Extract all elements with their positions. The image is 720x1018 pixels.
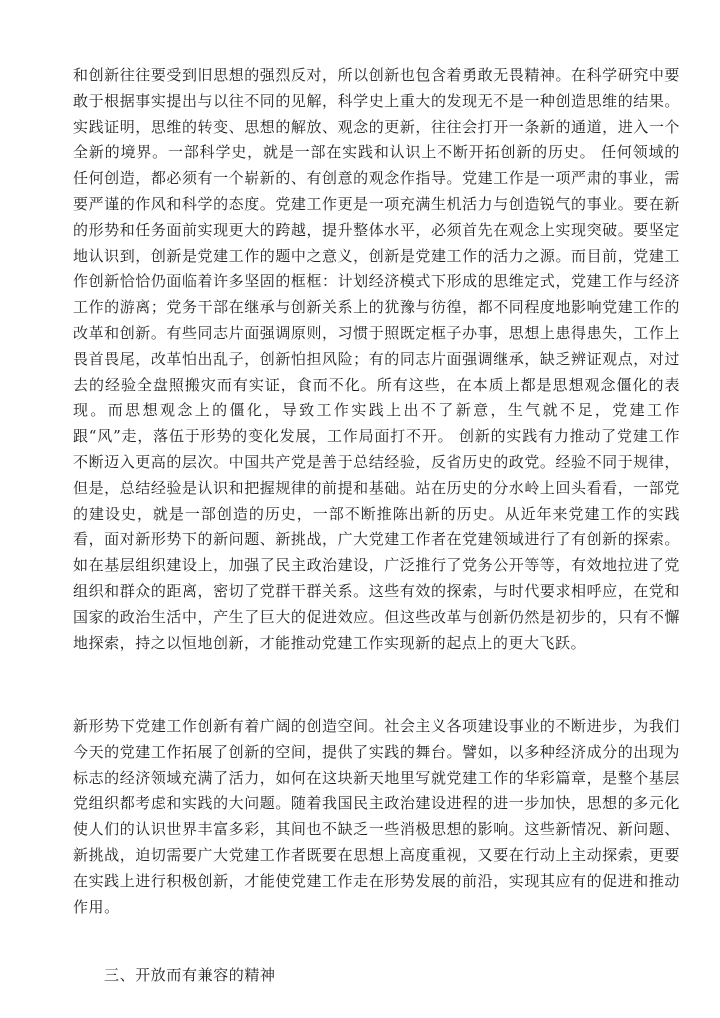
section-heading: 三、开放而有兼容的精神 — [104, 966, 276, 984]
body-paragraph-1: 和创新往往要受到旧思想的强烈反对，所以创新也包含着勇敢无畏精神。在科学研究中要敢于根据事实提出与以往不同的见解，科学史上重大的发现无不是一种创造思维的结果。实践证明，思维的转变、思想的解放、观念的更新，往往会打开一条新的通道，进入一个全新的境界。一部科学史，就是一部在实践和认识上不断开拓创新的历史。 任何领域的任何创造，都必须有一个崭新的、有创意的观念作指导。党建工作是一项严肃的事业，需要严谨的作风和科学的态度。党建工作更是一项充满生机活力与创造锐气的事业。要在新的形势和任务面前实现更大的跨越，提升整体水平，必须首先在观念上实现突破。要坚定地认识到，创新是党建工作的题中之意义，创新是党建工作的活力之源。而目前，党建工作创新恰恰仍面临着许多坚固的框框：计划经济模式下形成的思维定式，党建工作与经济工作的游离；党务干部在继承与创新关系上的犹豫与彷徨，都不同程度地影响党建工作的改革和创新。有些同志片面强调原则，习惯于照既定框子办事，思想上患得患失，工作上畏首畏尾，改革怕出乱子，创新怕担风险；有的同志片面强调继承，缺乏辨证观点，对过去的经验全盘照搬灾而有实证，食而不化。所有这些，在本质上都是思想观念僵化的表现。而思想观念上的僵化，导致工作实践上出不了新意，生气就不足，党建工作跟“风”走，落伍于形势的变化发展，工作局面打不开。 创新的实践有力推动了党建工作不断迈入更高的层次。中国共产党是善于总结经验，反省历史的政党。经验不同于规律，但是，总结经验是认识和把握规律的前提和基础。站在历史的分水岭上回头看看，一部党的建设史，就是一部创造的历史，一部不断推陈出新的历史。从近年来党建工作的实践看，面对新形势下的新问题、新挑战，广大党建工作者在党建领域进行了有创新的探索。如在基层组织建设上，加强了民主政治建设，广泛推行了党务公开等等，有效地拉进了党组织和群众的距离，密切了党群干群关系。这些有效的探索，与时代要求相呼应，在党和国家的政治生活中，产生了巨大的促进效应。但这些改革与创新仍然是初步的，只有不懈地探索，持之以恒地创新，才能推动党建工作实现新的起点上的更大飞跃。 — [73, 66, 680, 652]
body-paragraph-2: 新形势下党建工作创新有着广阔的创造空间。社会主义各项建设事业的不断进步，为我们今天的党建工作拓展了创新的空间，提供了实践的舞台。譬如，以多种经济成分的出现为标志的经济领域充满了活力，如何在这块新天地里写就党建工作的华彩篇章，是整个基层党组织都考虑和实践的大问题。随着我国民主政治建设进程的进一步加快，思想的多元化使人们的认识世界丰富多彩，其间也不缺乏一些消极思想的影响。这些新情况、新问题、新挑战，迫切需要广大党建工作者既要在思想上高度重视，又要在行动上主动探索，更要在实践上进行积极创新，才能使党建工作走在形势发展的前沿，实现其应有的促进和推动作用。 — [73, 717, 680, 916]
